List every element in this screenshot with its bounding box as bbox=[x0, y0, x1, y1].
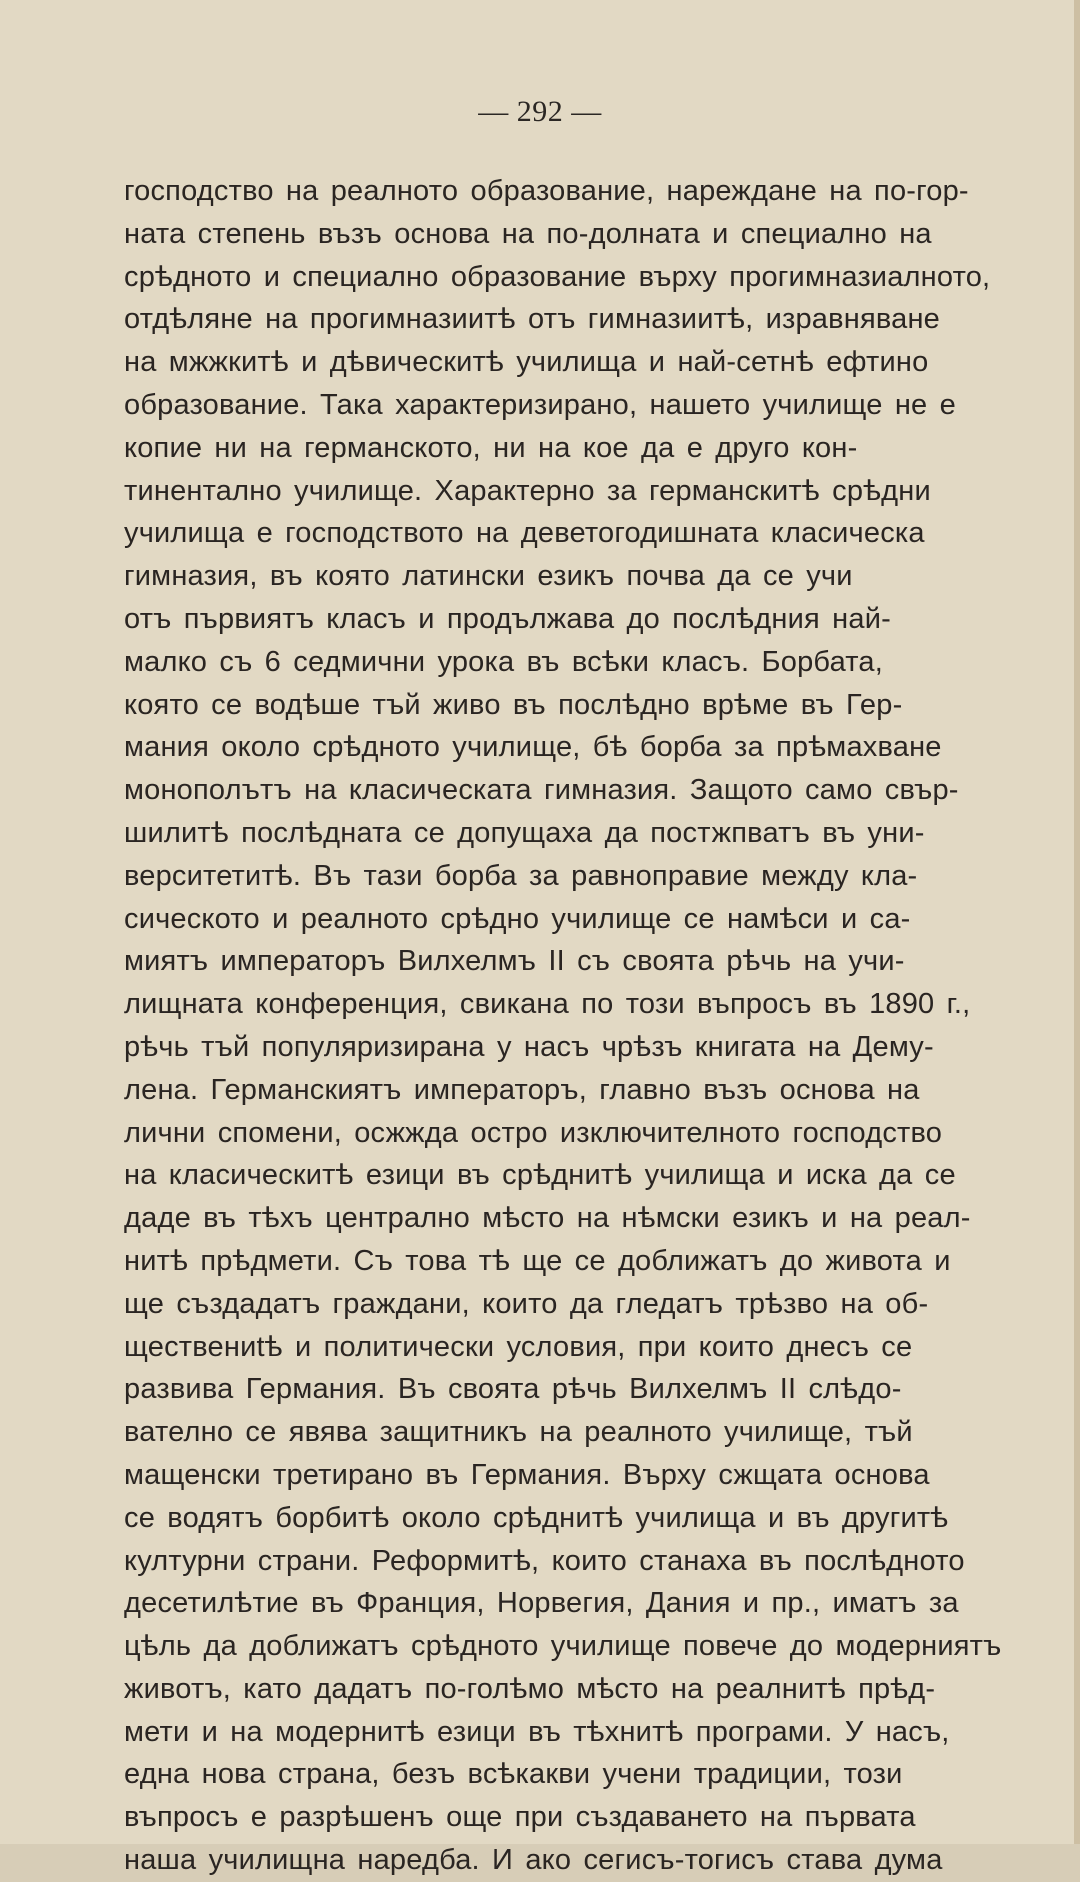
text-line: сическото и реалното срѣдно училище се намѣси и са- bbox=[124, 902, 911, 935]
text-line: една нова страна, безъ всѣкакви учени традиции, този bbox=[124, 1758, 903, 1791]
text-line: копие ни на германското, ни на кое да е друго кон- bbox=[124, 431, 858, 464]
body-text bbox=[124, 170, 1030, 1882]
text-line: даде въ тѣхъ централно мѣсто на нѣмски езикъ и на реал- bbox=[124, 1202, 971, 1235]
text-line: нитѣ прѣдмети. Съ това тѣ ще се доближатъ до живота и bbox=[124, 1244, 951, 1277]
text-line: тинентално училище. Характерно за германскитѣ срѣдни bbox=[124, 474, 931, 507]
text-line: монополътъ на класическата гимназия. Защото само свър- bbox=[124, 774, 959, 807]
text-line: която се водѣше тъй живо въ послѣдно врѣме въ Гер- bbox=[124, 688, 903, 721]
text-line: господство на реалното образование, нареждане на по-гор- bbox=[124, 175, 969, 207]
text-line: на мжжкитѣ и дѣвическитѣ училища и най-сетнѣ ефтино bbox=[124, 346, 929, 379]
text-line: рѣчь тъй популяризирана у насъ чрѣзъ книгата на Дему- bbox=[124, 1030, 934, 1063]
text-line: отъ първиятъ класъ и продължава до послѣдния най- bbox=[124, 602, 891, 635]
page-edge-shadow bbox=[1074, 0, 1080, 1844]
text-line: верситетитѣ. Въ тази борба за равноправие между кла- bbox=[124, 859, 918, 892]
text-line: десетилѣтие въ Франция, Норвегия, Дания и пр., иматъ за bbox=[124, 1587, 959, 1620]
text-line: наша училищна наредба. И ако сегисъ-тогисъ става дума bbox=[124, 1844, 943, 1877]
text-line: ще създадатъ граждани, които да гледатъ трѣзво на об- bbox=[124, 1287, 929, 1320]
text-line: на класическитѣ езици въ срѣднитѣ училища и иска да се bbox=[124, 1159, 956, 1192]
text-line: мания около срѣдното училище, бѣ борба за прѣмахване bbox=[124, 731, 942, 764]
text-line: лични спомени, осжжда остро изключителното господство bbox=[124, 1116, 943, 1149]
text-line: образование. Така характеризирано, нашето училище не е bbox=[124, 388, 956, 421]
text-line: въпросъ е разрѣшенъ още при създаването на първата bbox=[124, 1801, 916, 1834]
text-line: гимназия, въ която латински езикъ почва да се учи bbox=[124, 560, 853, 593]
page-number: — 292 — bbox=[478, 95, 602, 128]
text-line: мети и на модернитѣ езици въ тѣхнитѣ програми. У насъ, bbox=[124, 1715, 950, 1748]
text-line: мащенски третирано въ Германия. Върху сжщата основа bbox=[124, 1458, 930, 1491]
text-line: малко съ 6 седмични урока въ всѣки класъ. Борбата, bbox=[124, 645, 884, 678]
text-line: се водятъ борбитѣ около срѣднитѣ училища и въ другитѣ bbox=[124, 1501, 949, 1534]
text-line: лена. Германскиятъ императоръ, главно възъ основа на bbox=[124, 1073, 920, 1106]
text-line: животъ, като дадатъ по-голѣмо мѣсто на реалнитѣ прѣд- bbox=[124, 1672, 936, 1705]
text-line: цѣль да доближатъ срѣдното училище повече до модерниятъ bbox=[124, 1630, 1002, 1663]
text-line: миятъ императоръ Вилхелмъ II съ своята рѣчь на учи- bbox=[124, 945, 905, 978]
text-line: срѣдното и специално образование върху прогимназиалното, bbox=[124, 260, 991, 293]
text-line: вателно се явява защитникъ на реалното училище, тъй bbox=[124, 1416, 913, 1449]
text-line: шилитѣ послѣдната се допущаха да постжпватъ въ уни- bbox=[124, 816, 925, 849]
text-line: културни страни. Реформитѣ, които станаха въ послѣдното bbox=[124, 1544, 965, 1577]
text-line: ната степень възъ основа на по-долната и специално на bbox=[124, 217, 932, 250]
text-line: лищната конференция, свикана по този въпросъ въ 1890 г., bbox=[124, 988, 971, 1021]
text-line: ществениtѣ и политически условия, при които днесъ се bbox=[124, 1330, 913, 1363]
text-line: развива Германия. Въ своята рѣчь Вилхелмъ II слѣдо- bbox=[124, 1373, 902, 1406]
text-line: отдѣляне на прогимназиитѣ отъ гимназиитѣ, изравняване bbox=[124, 303, 941, 336]
text-line: училища е господството на деветогодишната класическа bbox=[124, 517, 925, 550]
